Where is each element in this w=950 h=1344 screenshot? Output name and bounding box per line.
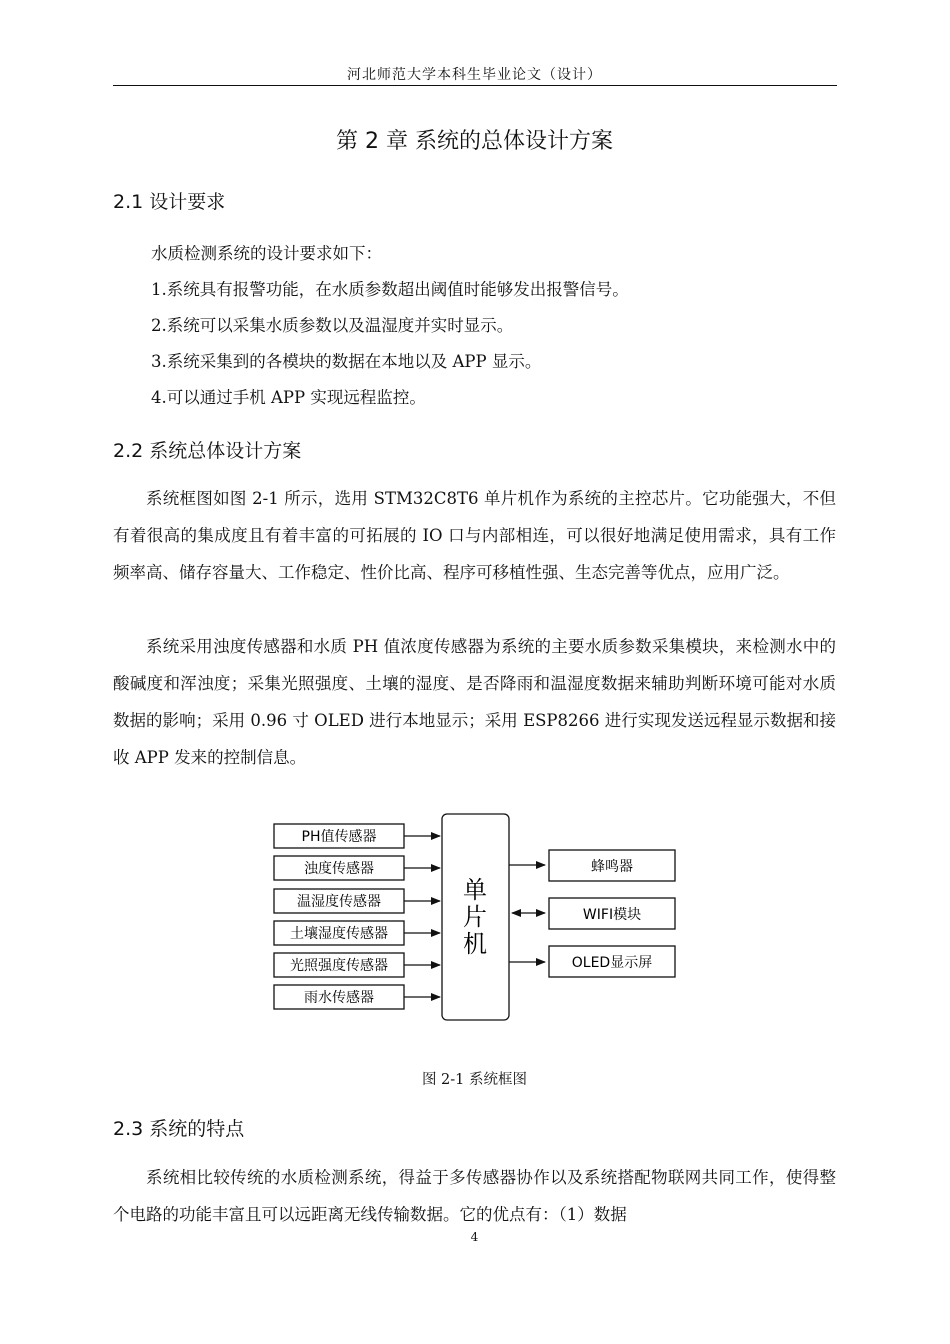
output-buzzer: [509, 850, 675, 881]
page-number: 4: [470, 1230, 479, 1244]
mcu-label-char-2: 片: [463, 903, 487, 931]
mcu-block: [442, 814, 509, 1020]
requirement-item-1: 1.系统具有报警功能，在水质参数超出阈值时能够发出报警信号。: [151, 280, 629, 299]
input-sensor-temp-humidity-label: 温湿度传感器: [297, 894, 381, 910]
paragraph-2-2-a: 系统框图如图 2-1 所示，选用 STM32C8T6 单片机作为系统的主控芯片。它功能强大，不但有着很高的集成度且有着丰富的可拓展的 IO 口与内部相连，可以很好地满足使用需求，具有工作频率高、储存容量大、工作稳定、性价比高、程序可移植性强、生态完善等优点，应用广泛。: [113, 489, 836, 582]
input-sensor-soil-moisture: [274, 921, 440, 945]
system-block-diagram: [268, 808, 688, 1030]
requirement-item-2: 2.系统可以采集水质参数以及温湿度并实时显示。: [151, 316, 514, 335]
input-sensor-temp-humidity: [274, 889, 440, 913]
paragraph-2-2-b: 系统采用浊度传感器和水质 PH 值浓度传感器为系统的主要水质参数采集模块，来检测水中的酸碱度和浑浊度；采集光照强度、土壤的湿度、是否降雨和温湿度数据来辅助判断环境可能对水质数据的影响；采用 0.96 寸 OLED 进行本地显示；采用 ESP8266 进行实现发送远程显示数据和接收 APP 发来的控制信息。: [113, 637, 836, 767]
section-title-2-3: 2.3 系统的特点: [113, 1118, 245, 1140]
requirement-item-4: 4.可以通过手机 APP 实现远程监控。: [151, 388, 426, 407]
input-sensor-ph: [274, 824, 440, 848]
input-sensor-turbidity: [274, 856, 440, 880]
input-sensor-light-label: 光照强度传感器: [290, 958, 388, 974]
output-wifi-module: [512, 898, 675, 929]
input-sensor-rain-label: 雨水传感器: [304, 990, 374, 1006]
requirement-item-3: 3.系统采集到的各模块的数据在本地以及 APP 显示。: [151, 352, 542, 371]
section-title-2-2: 2.2 系统总体设计方案: [113, 440, 302, 462]
input-sensor-soil-moisture-label: 土壤湿度传感器: [290, 926, 388, 942]
chapter-title: 第 2 章 系统的总体设计方案: [336, 129, 613, 154]
input-sensor-turbidity-label: 浊度传感器: [304, 861, 374, 877]
output-wifi-module-label: WIFI模块: [582, 907, 642, 923]
figure-caption: 图 2-1 系统框图: [421, 1072, 528, 1088]
requirements-intro: 水质检测系统的设计要求如下：: [151, 244, 382, 263]
paragraph-2-3-a: 系统相比较传统的水质检测系统，得益于多传感器协作以及系统搭配物联网共同工作，使得整个电路的功能丰富且可以远距离无线传输数据。它的优点有：（1）数据: [113, 1168, 836, 1224]
mcu-label-char-3: 机: [463, 930, 487, 958]
input-sensor-rain: [274, 985, 440, 1009]
input-sensor-light: [274, 953, 440, 977]
output-buzzer-label: 蜂鸣器: [591, 859, 633, 875]
input-sensor-ph-label: PH值传感器: [301, 829, 377, 845]
output-oled-display-label: OLED显示屏: [571, 955, 653, 971]
running-header: 河北师范大学本科生毕业论文（设计）: [347, 67, 602, 83]
mcu-label-char-1: 单: [463, 876, 487, 904]
output-oled-display: [509, 946, 675, 977]
section-title-2-1: 2.1 设计要求: [113, 191, 226, 213]
header-divider: [113, 85, 837, 86]
